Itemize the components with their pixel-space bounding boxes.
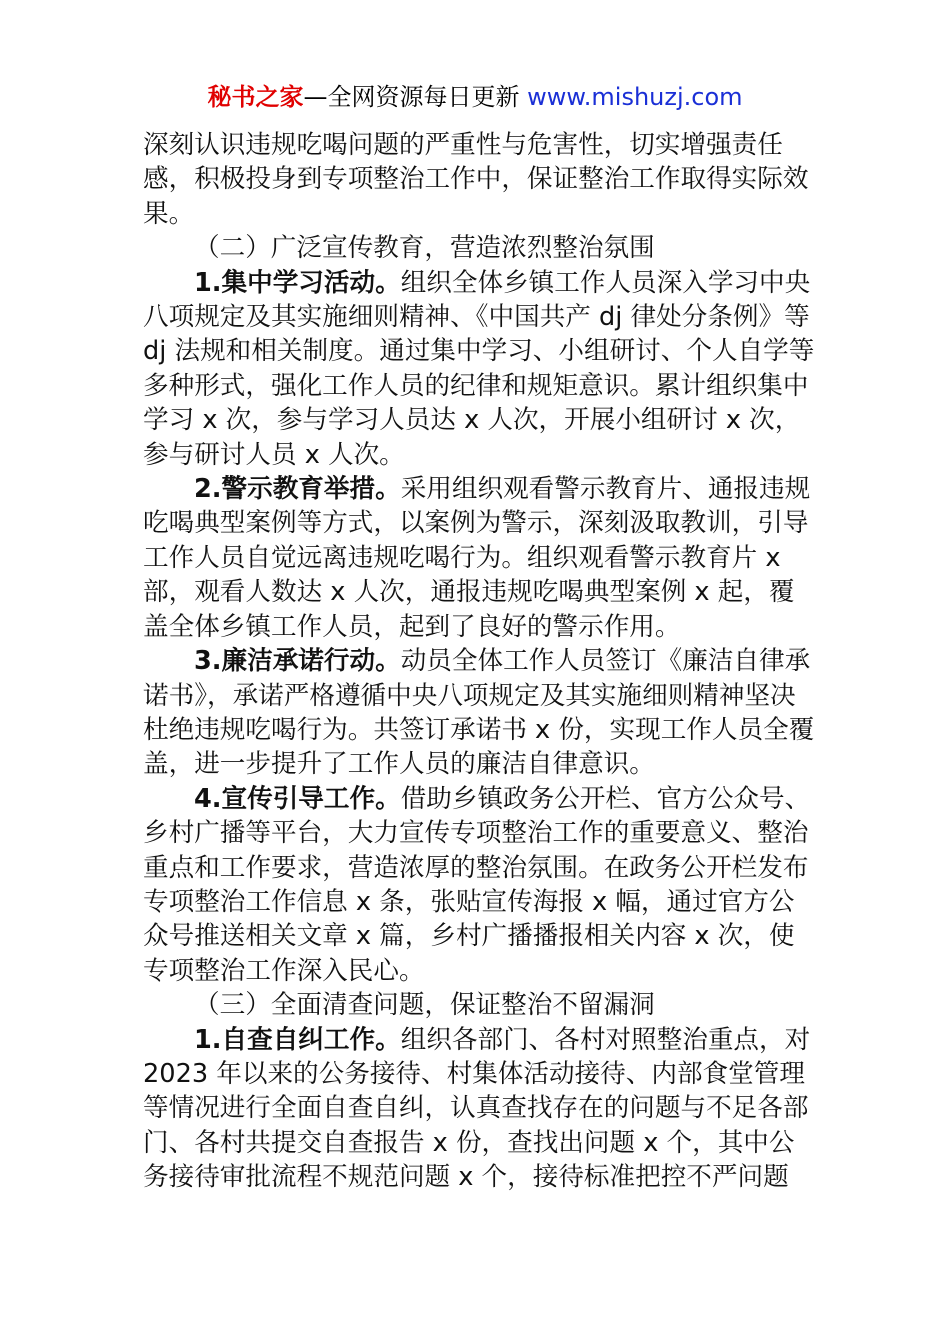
- site-tagline: —全网资源每日更新: [303, 83, 528, 111]
- section-heading-3: （三）全面清查问题，保证整治不留漏洞: [194, 990, 655, 1021]
- list-item: [143, 644, 815, 782]
- item-text: 组织各部门、各村对照整治重点，对 2023 年以来的公务接待、村集体活动接待、内部食堂管理等情况进行全面自查自纠，认真查找存在的问题与不足各部门、各村共提交自查报告 x 份，查找出问题 x 个，其中公务接待审批流程不规范问题 x 个，接待标准把控不严问题: [143, 1024, 811, 1193]
- list-item: [143, 782, 815, 988]
- section-heading-2: （二）广泛宣传教育，营造浓烈整治氛围: [194, 233, 655, 264]
- site-url-link[interactable]: www.mishuzj.com: [527, 83, 743, 111]
- item-text: 采用组织观看警示教育片、通报违规吃喝典型案例等方式，以案例为警示，深刻汲取教训，引导工作人员自觉远离违规吃喝行为。组织观看警示教育片 x 部，观看人数达 x 人次，通报违规吃喝典型案例 x 起，覆盖全体乡镇工作人员，起到了良好的警示作用。: [143, 474, 811, 642]
- list-item: [143, 1023, 815, 1195]
- document-body: [143, 128, 815, 1195]
- item-lead: 2.警示教育举措。: [194, 474, 401, 505]
- item-lead: 1.自查自纠工作。: [194, 1024, 401, 1055]
- list-item: [143, 266, 815, 472]
- item-text: 动员全体工作人员签订《廉洁自律承诺书》，承诺严格遵循中央八项规定及其实施细则精神坚决杜绝违规吃喝行为。共签订承诺书 x 份，实现工作人员全覆盖，进一步提升了工作人员的廉洁自律意识。: [143, 646, 815, 780]
- item-lead: 4.宣传引导工作。: [194, 783, 401, 814]
- list-item: [143, 472, 815, 644]
- item-lead: 1.集中学习活动。: [194, 267, 401, 298]
- site-header: [0, 80, 950, 114]
- item-text: 组织全体乡镇工作人员深入学习中央八项规定及其实施细则精神、《中国共产 dj 律处分条例》等 dj 法规和相关制度。通过集中学习、小组研讨、个人自学等多种形式，强化工作人员的纪律和规矩意识。累计组织集中学习 x 次，参与学习人员达 x 人次，开展小组研讨 x 次，参与研讨人员 x 人次。: [143, 267, 815, 470]
- item-text: 借助乡镇政务公开栏、官方公众号、乡村广播等平台，大力宣传专项整治工作的重要意义、整治重点和工作要求，营造浓厚的整治氛围。在政务公开栏发布专项整治工作信息 x 条，张贴宣传海报 x 幅，通过官方公众号推送相关文章 x 篇，乡村广播播报相关内容 x 次，使专项整治工作深入民心。: [143, 783, 811, 986]
- paragraph-continuation: 深刻认识违规吃喝问题的严重性与危害性，切实增强责任感，积极投身到专项整治工作中，保证整治工作取得实际效果。: [143, 130, 809, 229]
- site-brand: 秘书之家: [207, 83, 304, 111]
- item-lead: 3.廉洁承诺行动。: [194, 646, 401, 677]
